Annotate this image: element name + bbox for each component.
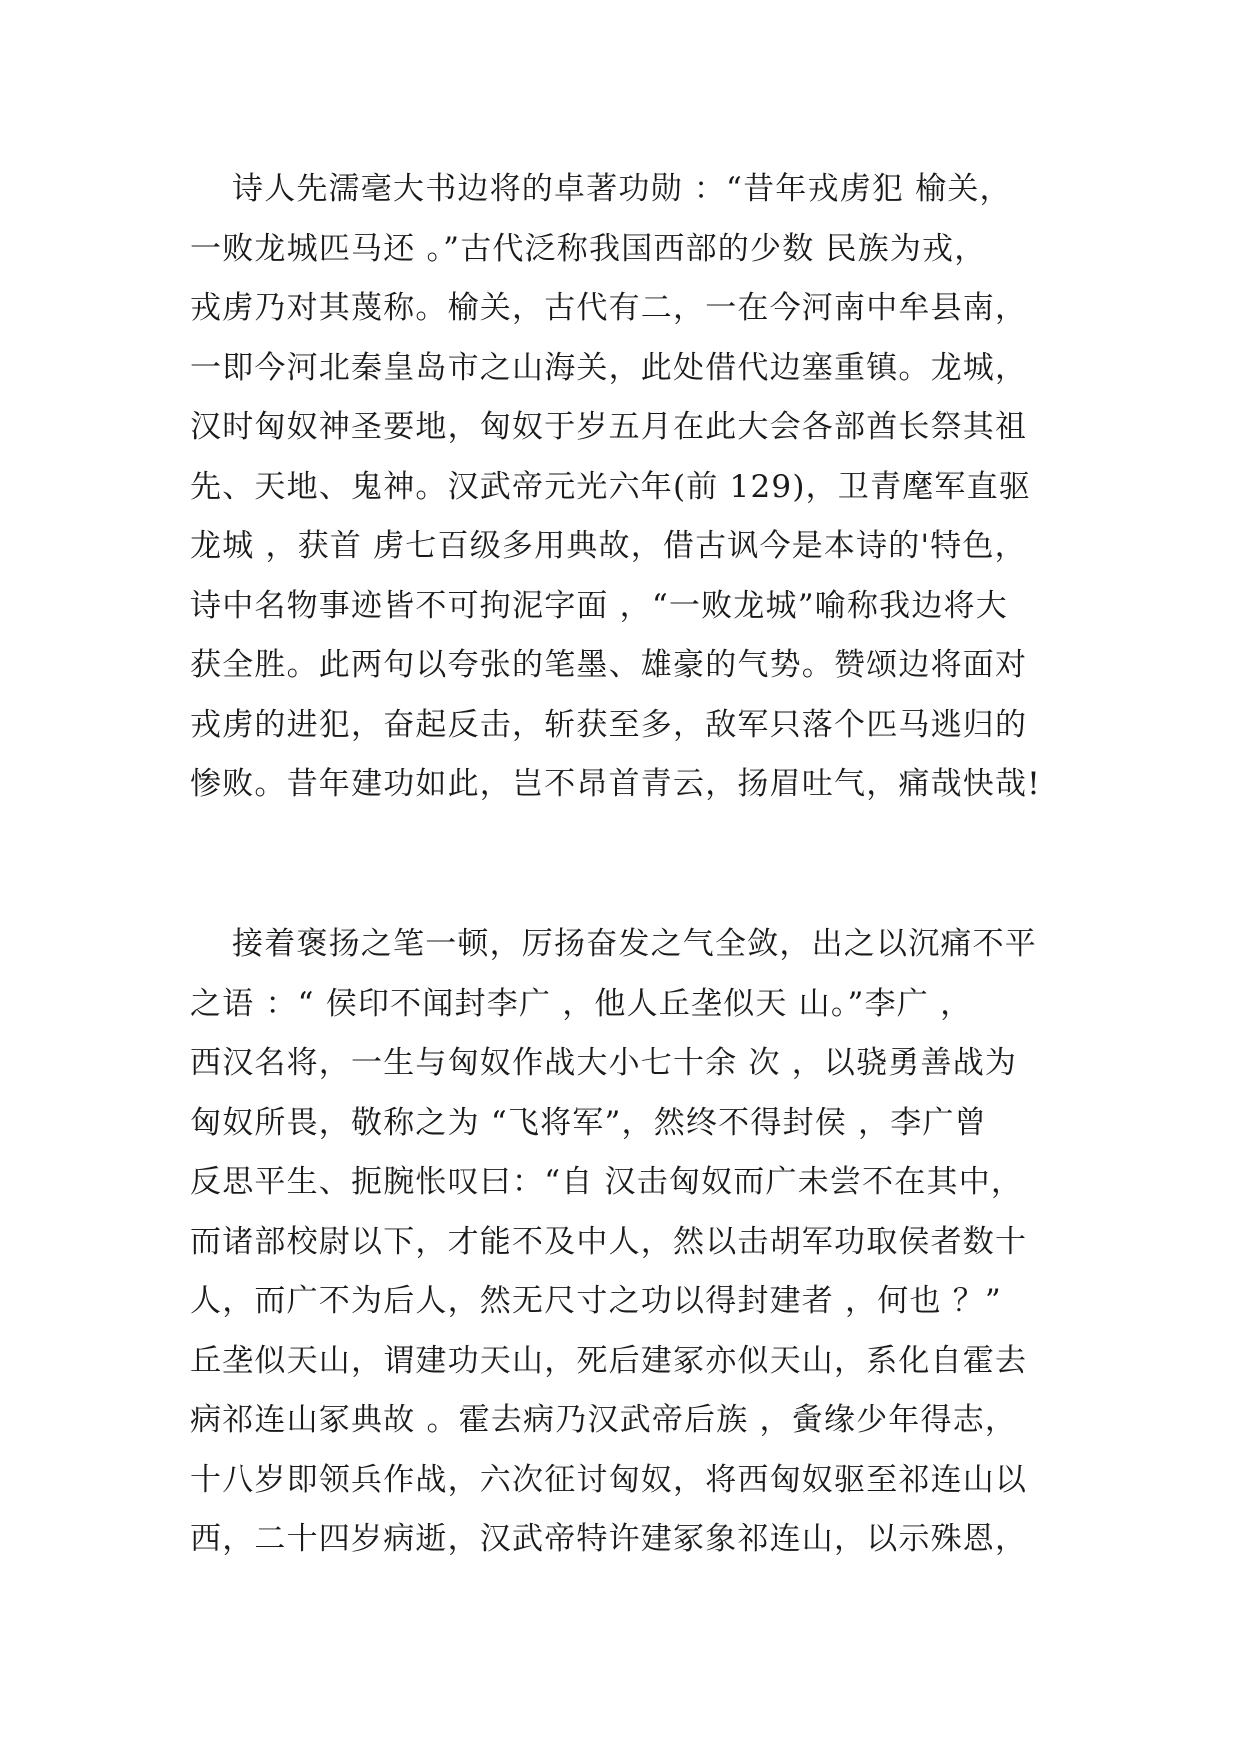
text-line: 汉时匈奴神圣要地，匈奴于岁五月在此大会各部酋长祭其祖 [190,409,1028,445]
text-line: 病祁连山冢典故 。霍去病乃汉武帝后族 ，夤缘少年得志， [190,1402,1018,1438]
text-line: 一败龙城匹马还 。”古代泛称我国西部的少数 民族为戎， [190,230,987,267]
text-line: 反思平生、扼腕怅叹曰：“自 汉击匈奴而广未尝不在其中， [190,1164,1024,1200]
text-line: 诗中名物事迹皆不可拘泥字面 ，“一败龙城”喻称我边将大 [190,587,1008,624]
text-line: 之语 ：“ 侯印不闻封李广 ，他人丘垄似天 山。”李广 ， [190,985,973,1022]
text-line: 十八岁即领兵作战，六次征讨匈奴，将西匈奴驱至祁连山以 [190,1461,1028,1498]
paragraph-2 [190,915,1070,1570]
text-line: 获全胜。此两句以夸张的笔墨、雄豪的气势。赞颂边将面对 [190,647,1028,683]
text-line: 接着褒扬之笔一顿，厉扬奋发之气全敛，出之以沉痛不平 [232,926,1037,962]
text-line: 先、天地、鬼神。汉武帝元光六年(前 129)，卫青麾军直驱 [190,468,1032,505]
text-line: 诗人先濡毫大书边将的卓著功勋 ：“昔年戎虏犯 榆关， [232,171,1012,207]
text-line: 龙城 ，获首 虏七百级多用典故，借古讽今是本诗的'特色， [190,528,1027,564]
text-line: 惨败。昔年建功如此，岂不昂首青云，扬眉吐气，痛哉快哉! [190,766,1041,802]
text-line: 匈奴所畏，敬称之为 “飞将军”，然终不得封侯 ，李广曾 [190,1104,987,1141]
paragraph-1 [190,160,1070,815]
text-line: 人，而广不为后人，然无尺寸之功以得封建者 ，何也 ？” [190,1283,1002,1319]
text-line: 西汉名将，一生与匈奴作战大小七十余 次 ，以骁勇善战为 [190,1045,1018,1081]
text-line: 戎虏乃对其蔑称。榆关，古代有二，一在今河南中牟县南， [190,290,1028,326]
text-line: 而诸部校尉以下，才能不及中人，然以击胡军功取侯者数十 [190,1223,1028,1260]
text-line: 一即今河北秦皇岛市之山海关，此处借代边塞重镇。龙城， [190,349,1028,386]
text-line: 西，二十四岁病逝，汉武帝特许建冢象祁连山，以示殊恩， [190,1521,1028,1557]
text-line: 丘垄似天山，谓建功天山，死后建冢亦似天山，系化自霍去 [190,1342,1028,1379]
text-line: 戎虏的进犯，奋起反击，斩获至多，敌军只落个匹马逃归的 [190,706,1028,743]
